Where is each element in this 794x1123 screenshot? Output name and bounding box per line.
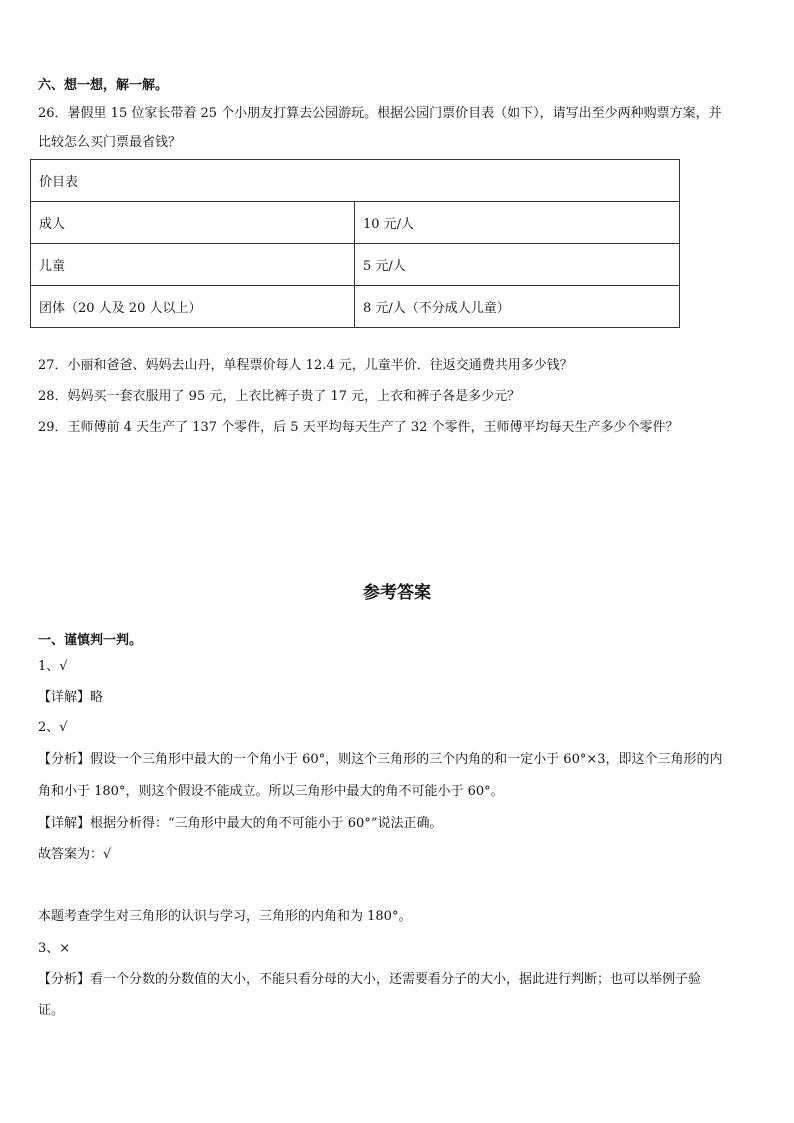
question-26-line-2: 比较怎么买门票最省钱？ xyxy=(38,135,182,150)
question-27: 27．小丽和爸爸、妈妈去山丹，单程票价每人 12.4 元，儿童半价．往返交通费共用多少钱？ xyxy=(38,358,573,373)
price-table xyxy=(30,159,680,328)
answer-3-analysis-line-1: 【分析】看一个分数的分数值的大小，不能只看分母的大小，还需要看分子的大小，据此进行判断；也可以举例子验 xyxy=(38,972,702,987)
answer-2: 2、√ xyxy=(38,720,68,735)
answer-3: 3、× xyxy=(38,941,71,956)
ticket-price-cell: 10 元/人 xyxy=(355,202,680,244)
answers-section-1-heading: 一、谨慎判一判。 xyxy=(38,633,143,648)
question-29: 29．王师傅前 4 天生产了 137 个零件，后 5 天平均每天生产了 32 个零件，王师傅平均每天生产多少个零件？ xyxy=(38,420,679,435)
answers-title: 参考答案 xyxy=(363,583,431,603)
answer-2-detail: 【详解】根据分析得：“三角形中最大的角不可能小于 60°”说法正确。 xyxy=(38,816,443,831)
price-table-title-row xyxy=(31,160,680,202)
price-table-title: 价目表 xyxy=(31,160,680,202)
question-26-line-1: 26．暑假里 15 位家长带着 25 个小朋友打算去公园游玩。根据公园门票价目表（如下），请写出至少两种购票方案，并 xyxy=(38,106,722,121)
answer-2-conclusion: 故答案为：√ xyxy=(38,847,112,862)
table-row xyxy=(31,202,680,244)
answer-2-analysis-line-2: 角和小于 180°，则这个假设不能成立。所以三角形中最大的角不可能小于 60°。 xyxy=(38,784,504,799)
table-row xyxy=(31,286,680,328)
answer-1-detail: 【详解】略 xyxy=(38,690,104,705)
table-row xyxy=(31,244,680,286)
question-28: 28．妈妈买一套衣服用了 95 元，上衣比裤子贵了 17 元，上衣和裤子各是多少元？ xyxy=(38,389,521,404)
ticket-price-cell: 5 元/人 xyxy=(355,244,680,286)
section-6-heading: 六、想一想，解一解。 xyxy=(38,78,169,93)
ticket-type-cell: 成人 xyxy=(31,202,355,244)
answer-1: 1、√ xyxy=(38,659,68,674)
answer-3-analysis-line-2: 证。 xyxy=(38,1003,65,1018)
ticket-type-cell: 儿童 xyxy=(31,244,355,286)
answer-2-note: 本题考查学生对三角形的认识与学习，三角形的内角和为 180°。 xyxy=(38,909,412,924)
ticket-type-cell: 团体（20 人及 20 人以上） xyxy=(31,286,355,328)
ticket-price-cell: 8 元/人（不分成人儿童） xyxy=(355,286,680,328)
answer-2-analysis-line-1: 【分析】假设一个三角形中最大的一个角小于 60°，则这个三角形的三个内角的和一定小于 60°×3，即这个三角形的内 xyxy=(38,752,723,767)
